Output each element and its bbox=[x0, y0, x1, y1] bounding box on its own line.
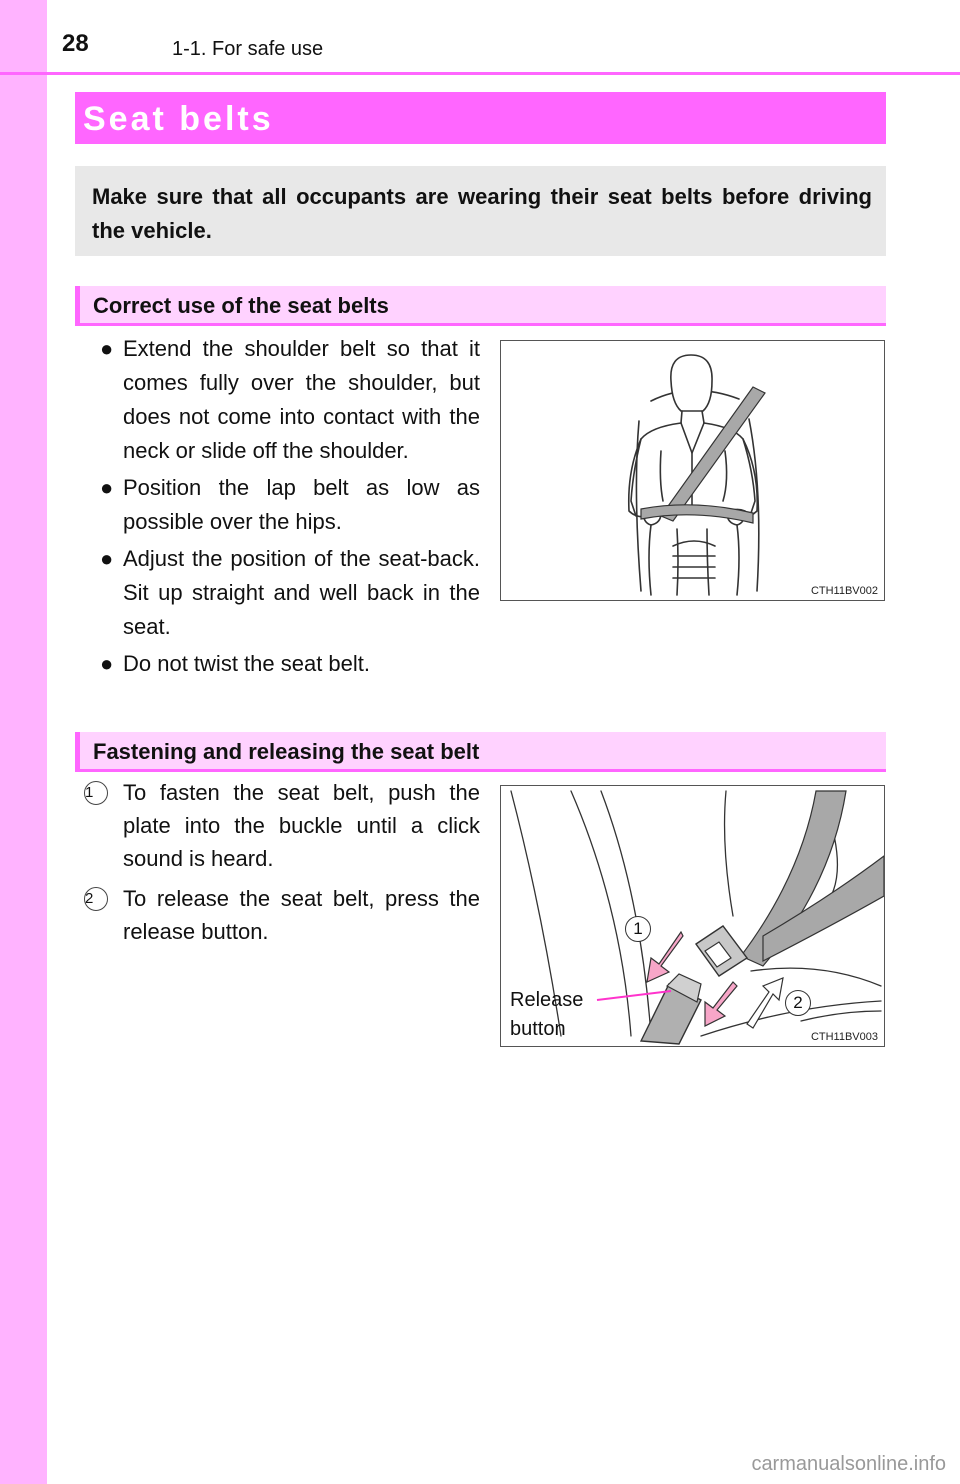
subhead-correct-use-label: Correct use of the seat belts bbox=[93, 293, 389, 318]
release-label-line1: Release bbox=[510, 989, 584, 1011]
bullet-item bbox=[100, 332, 480, 468]
step-number-icon: 1 bbox=[84, 781, 108, 805]
bullet-item bbox=[100, 471, 480, 539]
subhead-fastening-label: Fastening and releasing the seat belt bbox=[93, 739, 480, 764]
bullet-icon: ● bbox=[100, 651, 114, 676]
header-rule bbox=[0, 72, 960, 75]
callout-1-icon: 1 bbox=[625, 916, 651, 942]
correct-use-bullets bbox=[100, 332, 480, 684]
fastening-steps bbox=[80, 776, 480, 955]
step-text: To fasten the seat belt, push the plate into the buckle until a click sound is heard. bbox=[123, 780, 480, 871]
step-item bbox=[80, 882, 480, 948]
page-title: Seat belts bbox=[83, 100, 274, 138]
bullet-item bbox=[100, 542, 480, 644]
step-item bbox=[80, 776, 480, 875]
watermark: carmanualsonline.info bbox=[751, 1453, 946, 1475]
figure-code: CTH11BV002 bbox=[810, 585, 878, 597]
figure-code: CTH11BV003 bbox=[810, 1031, 878, 1043]
page-number: 28 bbox=[62, 30, 89, 57]
intro-box bbox=[75, 166, 886, 256]
bullet-text: Position the lap belt as low as possible over the hips. bbox=[123, 475, 480, 534]
figure-buckle bbox=[500, 785, 885, 1047]
bullet-icon: ● bbox=[100, 546, 114, 571]
bullet-icon: ● bbox=[100, 475, 114, 500]
bullet-text: Adjust the position of the seat-back. Sit up straight and well back in the seat. bbox=[123, 546, 480, 639]
subhead-fastening bbox=[75, 732, 886, 772]
bullet-text: Do not twist the seat belt. bbox=[123, 651, 371, 676]
subhead-correct-use bbox=[75, 286, 886, 326]
callout-2-icon: 2 bbox=[785, 990, 811, 1016]
figure-seated-person bbox=[500, 340, 885, 601]
step-number-icon: 2 bbox=[84, 887, 108, 911]
title-bar bbox=[75, 92, 886, 144]
side-strip bbox=[0, 0, 47, 1484]
seated-person-illustration bbox=[501, 341, 884, 600]
release-label-line2: button bbox=[510, 1018, 566, 1040]
step-text: To release the seat belt, press the release button. bbox=[123, 886, 480, 944]
section-label: 1-1. For safe use bbox=[172, 38, 324, 60]
bullet-text: Extend the shoulder belt so that it comes fully over the shoulder, but does not come into contact with the neck or slide off the shoulder. bbox=[123, 336, 480, 463]
release-button-label bbox=[510, 986, 583, 1044]
bullet-icon: ● bbox=[100, 336, 114, 361]
intro-text: Make sure that all occupants are wearing their seat belts before driving the vehicle. bbox=[92, 184, 872, 243]
bullet-item bbox=[100, 647, 480, 681]
